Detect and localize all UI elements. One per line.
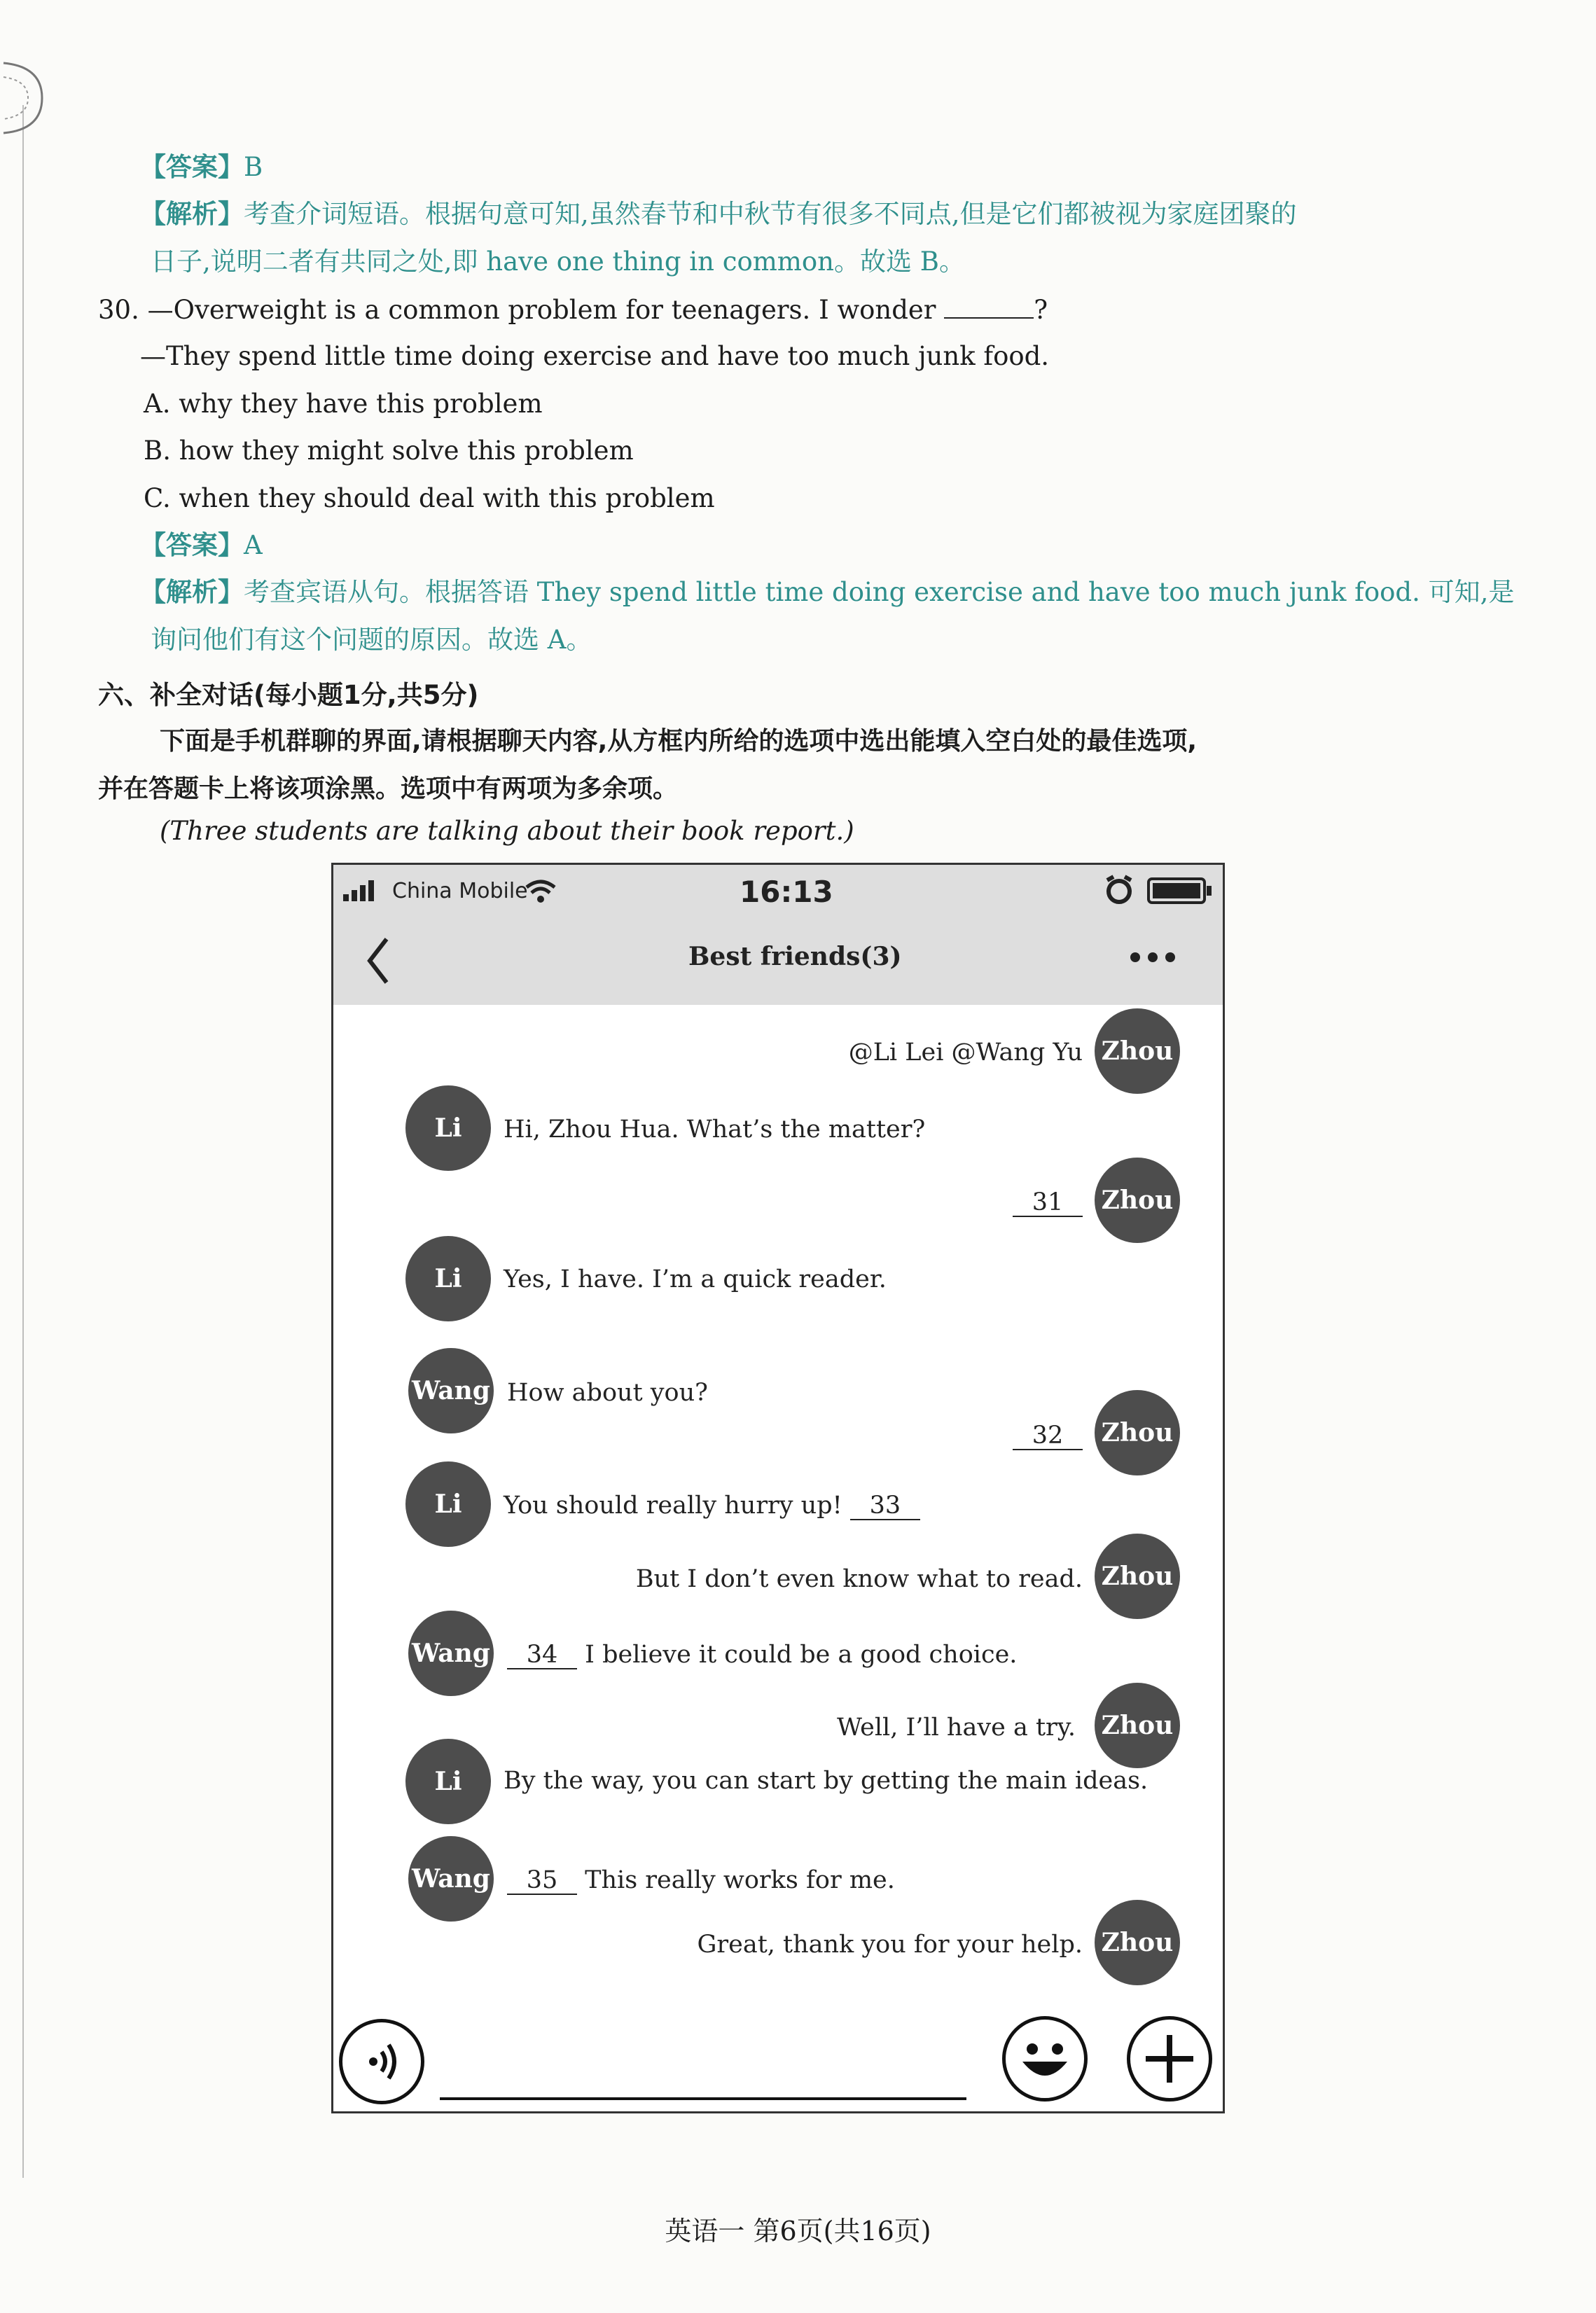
message-m7: You should really hurry up! 33	[504, 1492, 920, 1520]
message-m8: But I don’t even know what to read.	[635, 1565, 1083, 1593]
message-m4: Yes, I have. I’m a quick reader.	[504, 1265, 887, 1293]
avatar-wang[interactable]: Wang	[408, 1611, 494, 1696]
signal-icon	[343, 879, 382, 901]
q30-blank	[944, 296, 1034, 319]
carrier-name: China Mobile	[392, 879, 528, 903]
section6-context: (Three students are talking about their book report.)	[160, 816, 854, 846]
section6-instruction-line1: 下面是手机群聊的界面,请根据聊天内容,从方框内所给的选项中选出能填入空白处的最佳选项,	[160, 727, 1198, 756]
avatar-zhou[interactable]: Zhou	[1095, 1008, 1180, 1094]
chat-input-bar	[333, 1985, 1223, 2111]
avatar-li[interactable]: Li	[405, 1236, 491, 1321]
q29-analysis-line2: 日子,说明二者有共同之处,即 have one thing in common。故选 B。	[151, 246, 965, 277]
message-m9: 34 I believe it could be a good choice.	[507, 1641, 1017, 1669]
clock-time: 16:13	[740, 875, 833, 909]
message-m1: @Li Lei @Wang Yu	[848, 1039, 1083, 1067]
q30-prompt: 30. —Overweight is a common problem for teenagers. I wonder ?	[98, 295, 1048, 325]
avatar-wang[interactable]: Wang	[408, 1348, 494, 1433]
message-m12: 35 This really works for me.	[507, 1866, 895, 1895]
page-footer: 英语一 第6页(共16页)	[665, 2216, 931, 2246]
message-blank-31: 31	[1013, 1188, 1083, 1217]
status-bar	[333, 865, 1223, 914]
avatar-zhou[interactable]: Zhou	[1095, 1900, 1180, 1985]
battery-icon	[1147, 877, 1213, 904]
avatar-zhou[interactable]: Zhou	[1095, 1683, 1180, 1768]
chevron-left-icon[interactable]	[364, 936, 392, 985]
wifi-icon	[524, 879, 557, 904]
emoji-icon[interactable]	[1002, 2016, 1088, 2102]
corner-stamp-icon	[0, 49, 63, 147]
message-m10: Well, I’ll have a try.	[837, 1714, 1076, 1742]
plus-icon[interactable]	[1127, 2016, 1212, 2102]
avatar-zhou[interactable]: Zhou	[1095, 1534, 1180, 1619]
message-blank-32: 32	[1013, 1422, 1083, 1450]
q30-analysis-line2: 询问他们有这个问题的原因。故选 A。	[151, 625, 592, 655]
binding-margin-line	[22, 105, 24, 2178]
avatar-zhou[interactable]: Zhou	[1095, 1390, 1180, 1475]
q30-option-b: B. how they might solve this problem	[144, 436, 634, 466]
message-m11: By the way, you can start by getting the main ideas.	[504, 1767, 1149, 1795]
avatar-wang[interactable]: Wang	[408, 1836, 494, 1922]
avatar-zhou[interactable]: Zhou	[1095, 1158, 1180, 1243]
avatar-li[interactable]: Li	[405, 1739, 491, 1824]
message-m5: How about you?	[507, 1379, 708, 1407]
message-m2: Hi, Zhou Hua. What’s the matter?	[504, 1116, 926, 1144]
q29-answer: 【答案】B	[140, 151, 263, 182]
q30-option-a: A. why they have this problem	[144, 389, 543, 419]
section6-instruction-line2: 并在答题卡上将该项涂黑。选项中有两项为多余项。	[98, 775, 679, 803]
section6-heading: 六、补全对话(每小题1分,共5分)	[98, 680, 479, 710]
q30-analysis-line1: 【解析】考查宾语从句。根据答语 They spend little time doing exercise and have too much junk food. 可知,是	[140, 576, 1515, 607]
q29-analysis-line1: 【解析】考查介词短语。根据句意可知,虽然春节和中秋节有很多不同点,但是它们都被视为家庭团聚的	[140, 198, 1297, 229]
avatar-li[interactable]: Li	[405, 1461, 491, 1547]
message-input[interactable]	[440, 2097, 966, 2100]
more-dots-icon[interactable]	[1128, 950, 1177, 964]
chat-title-bar	[333, 914, 1223, 1005]
avatar-li[interactable]: Li	[405, 1085, 491, 1171]
q30-answer: 【答案】A	[140, 529, 263, 560]
alarm-icon	[1104, 875, 1134, 905]
phone-chat-screen	[331, 863, 1225, 2113]
q30-option-c: C. when they should deal with this problem	[144, 483, 715, 513]
voice-icon[interactable]	[339, 2019, 424, 2104]
q30-reply: —They spend little time doing exercise and have too much junk food.	[140, 341, 1050, 371]
message-m13: Great, thank you for your help.	[697, 1931, 1083, 1959]
chat-title: Best friends(3)	[688, 942, 902, 971]
